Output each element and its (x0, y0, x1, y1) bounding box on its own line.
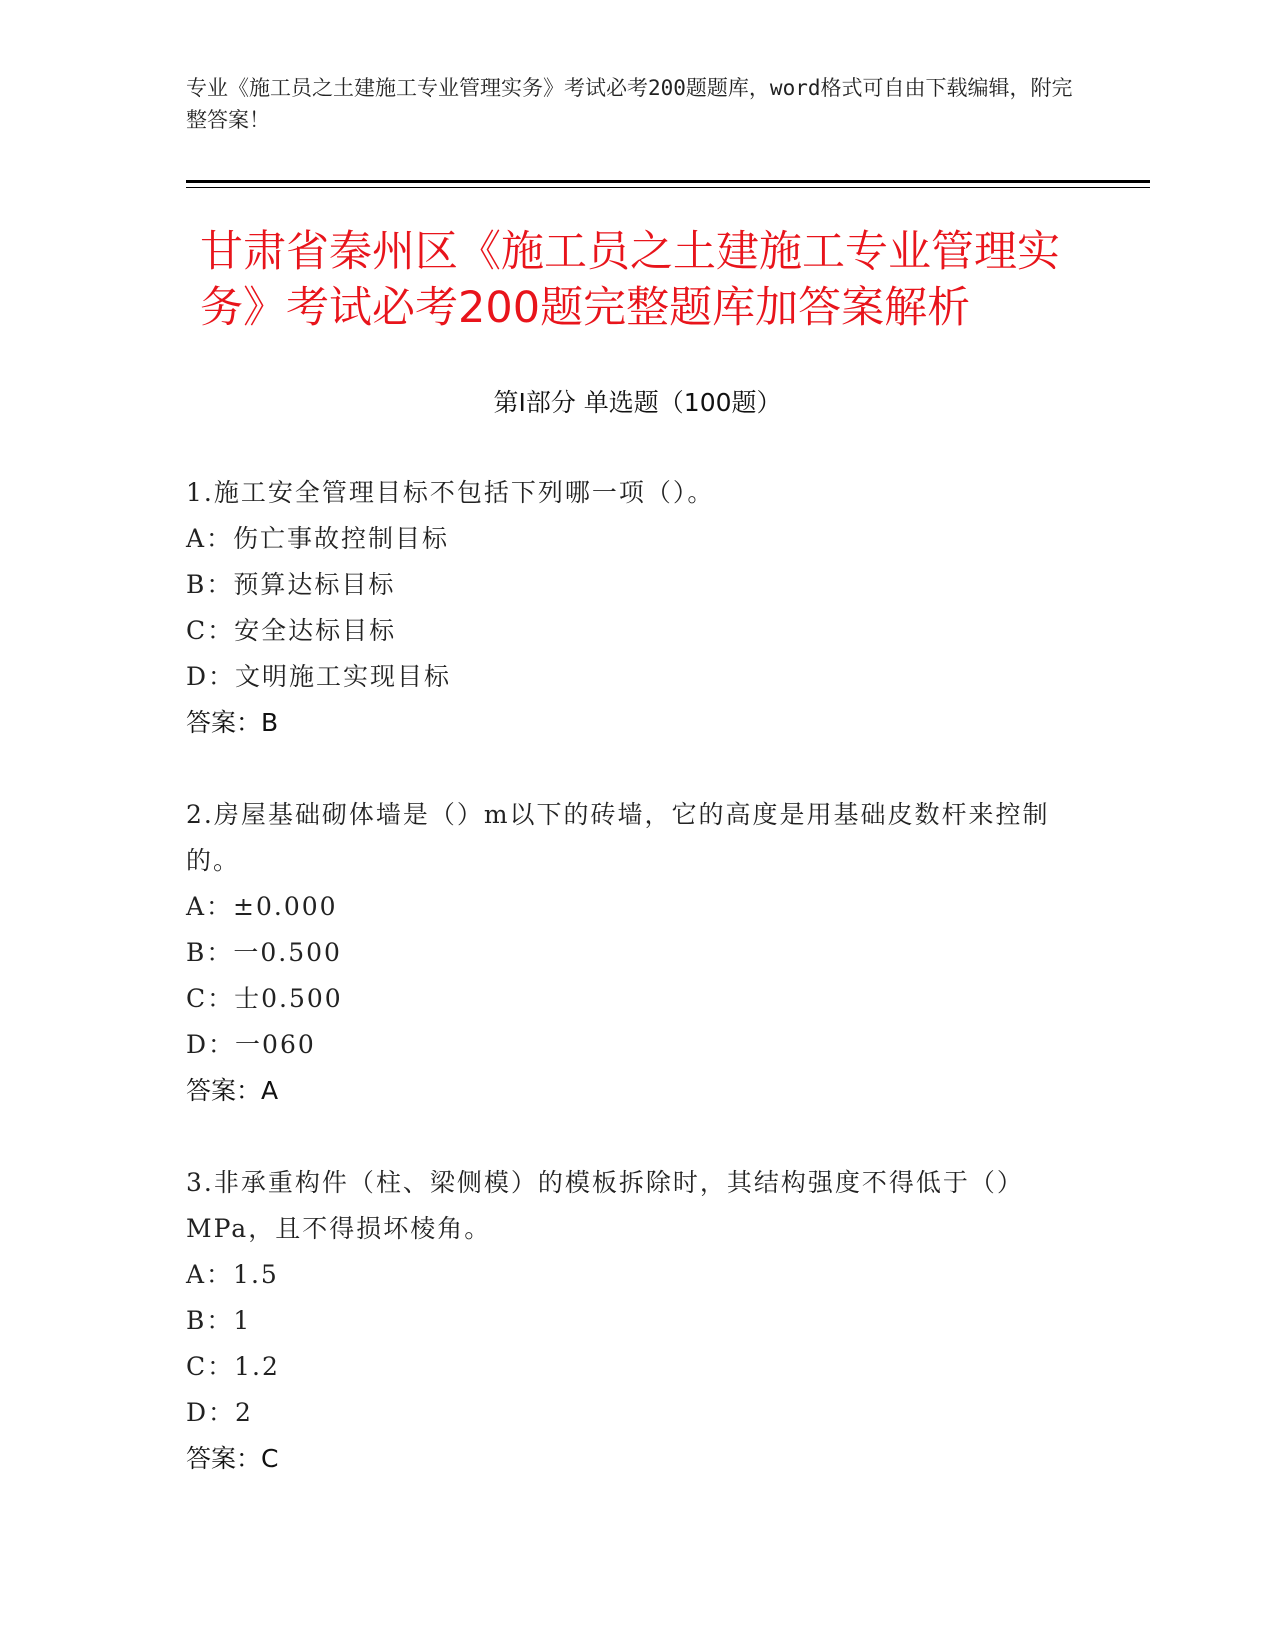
answer: 答案：B (186, 708, 279, 737)
option-d: D：一060 (186, 1030, 316, 1059)
option-c: C：1.2 (186, 1352, 280, 1381)
option-b: B：1 (186, 1306, 252, 1335)
question-2 (186, 792, 1086, 1114)
header-rule-thin (186, 187, 1150, 188)
answer: 答案：A (186, 1076, 279, 1105)
header-note: 专业《施工员之土建施工专业管理实务》考试必考200题题库，word格式可自由下载编辑，附完整答案！ (186, 76, 1073, 132)
option-d: D：文明施工实现目标 (186, 662, 452, 691)
question-text: 2.房屋基础砌体墙是（）m以下的砖墙，它的高度是用基础皮数杆来控制的。 (186, 800, 1050, 875)
option-b: B：预算达标目标 (186, 570, 396, 599)
section-heading: 第Ⅰ部分 单选题（100题） (493, 388, 782, 417)
option-c: C：士0.500 (186, 984, 343, 1013)
question-list (186, 470, 1086, 1528)
answer: 答案：C (186, 1444, 279, 1473)
question-3 (186, 1160, 1086, 1482)
header-rule-thick (186, 180, 1150, 183)
question-1 (186, 470, 1086, 746)
question-text: 3.非承重构件（柱、梁侧模）的模板拆除时，其结构强度不得低于（）MPa，且不得损坏棱角。 (186, 1168, 1024, 1243)
option-a: A：±0.000 (186, 892, 338, 921)
option-b: B：一0.500 (186, 938, 342, 967)
option-d: D：2 (186, 1398, 253, 1427)
option-c: C：安全达标目标 (186, 616, 397, 645)
document-title: 甘肃省秦州区《施工员之土建施工专业管理实务》考试必考200题完整题库加答案解析 (200, 227, 1060, 333)
option-a: A：伤亡事故控制目标 (186, 524, 450, 553)
option-a: A：1.5 (186, 1260, 279, 1289)
question-text: 1.施工安全管理目标不包括下列哪一项（）。 (186, 478, 715, 507)
